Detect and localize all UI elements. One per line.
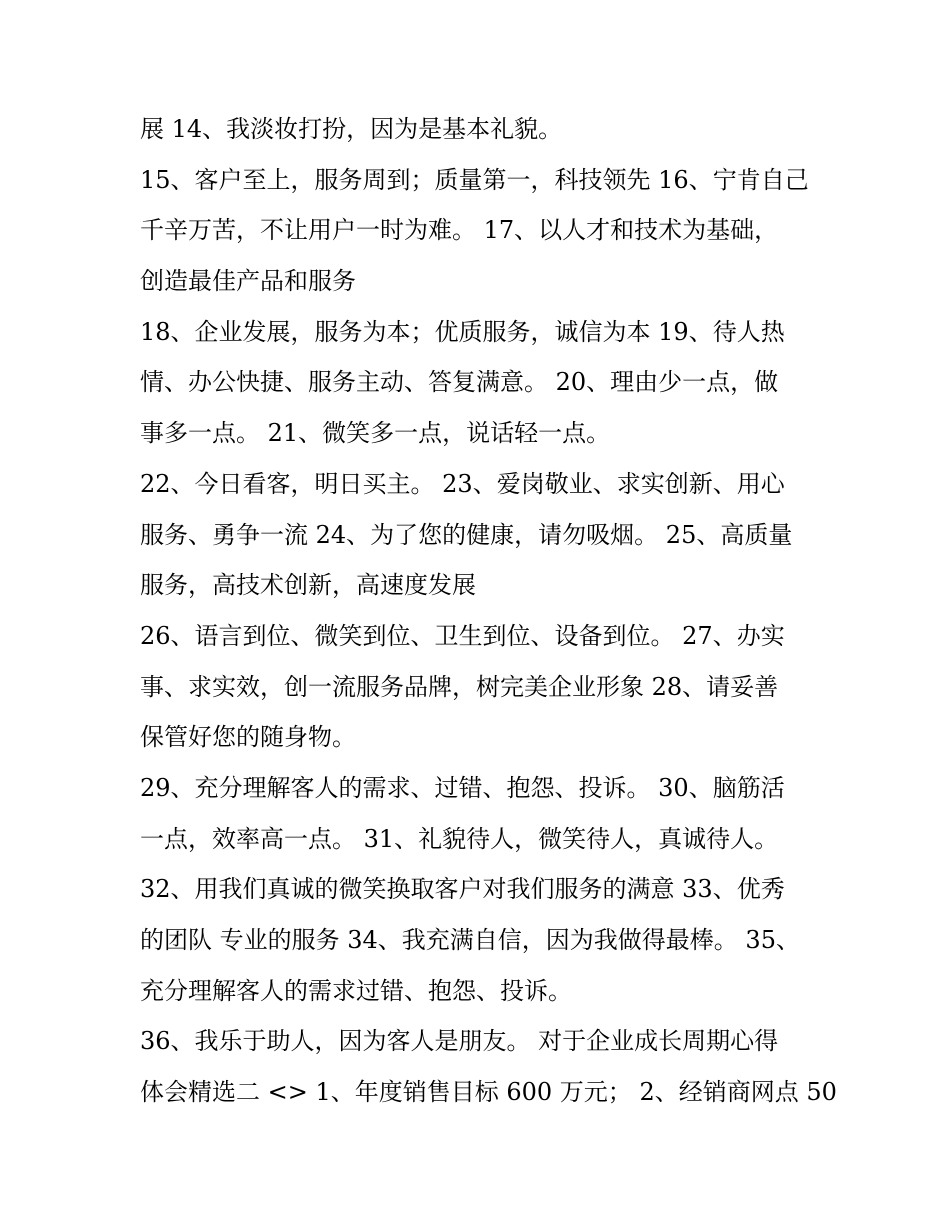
text-line: 千辛万苦，不让用户一时为难。 17、以人才和技术为基础， [140, 216, 779, 245]
text-line: 服务，高技术创新，高速度发展 [140, 571, 476, 600]
text-line: 的团队 专业的服务 34、我充满自信，因为我做得最棒。 35、 [140, 926, 800, 954]
text-line: 体会精选二 <> 1、年度销售目标 600 万元； 2、经销商网点 50 [140, 1078, 837, 1107]
text-line: 展 14、我淡妆打扮，因为是基本礼貌。 [140, 115, 563, 143]
text-line: 15、客户至上，服务周到；质量第一，科技领先 16、宁肯自己 [140, 165, 809, 194]
text-line: 事、求实效，创一流服务品牌，树完美企业形象 28、请妥善 [140, 672, 779, 701]
body-text [140, 104, 837, 1118]
text-line: 充分理解客人的需求过错、抱怨、投诉。 [140, 976, 572, 1005]
text-line: 32、用我们真诚的微笑换取客户对我们服务的满意 33、优秀 [140, 875, 785, 904]
text-line: 情、办公快捷、服务主动、答复满意。 20、理由少一点，做 [140, 368, 779, 397]
text-line: 服务、勇争一流 24、为了您的健康，请勿吸烟。 25、高质量 [140, 520, 793, 549]
text-line: 26、语言到位、微笑到位、卫生到位、设备到位。 27、办实 [140, 621, 785, 650]
text-line: 29、充分理解客人的需求、过错、抱怨、投诉。 30、脑筋活 [140, 773, 785, 802]
text-line: 36、我乐于助人，因为客人是朋友。 对于企业成长周期心得 [140, 1027, 779, 1056]
text-line: 18、企业发展，服务为本；优质服务，诚信为本 19、待人热 [140, 317, 785, 346]
text-line: 事多一点。 21、微笑多一点，说话轻一点。 [140, 419, 611, 448]
text-line: 保管好您的随身物。 [140, 723, 356, 752]
text-line: 22、今日看客，明日买主。 23、爱岗敬业、求实创新、用心 [140, 469, 785, 498]
text-line: 创造最佳产品和服务 [140, 267, 356, 296]
text-line: 一点，效率高一点。 31、礼貌待人，微笑待人，真诚待人。 [140, 824, 779, 853]
